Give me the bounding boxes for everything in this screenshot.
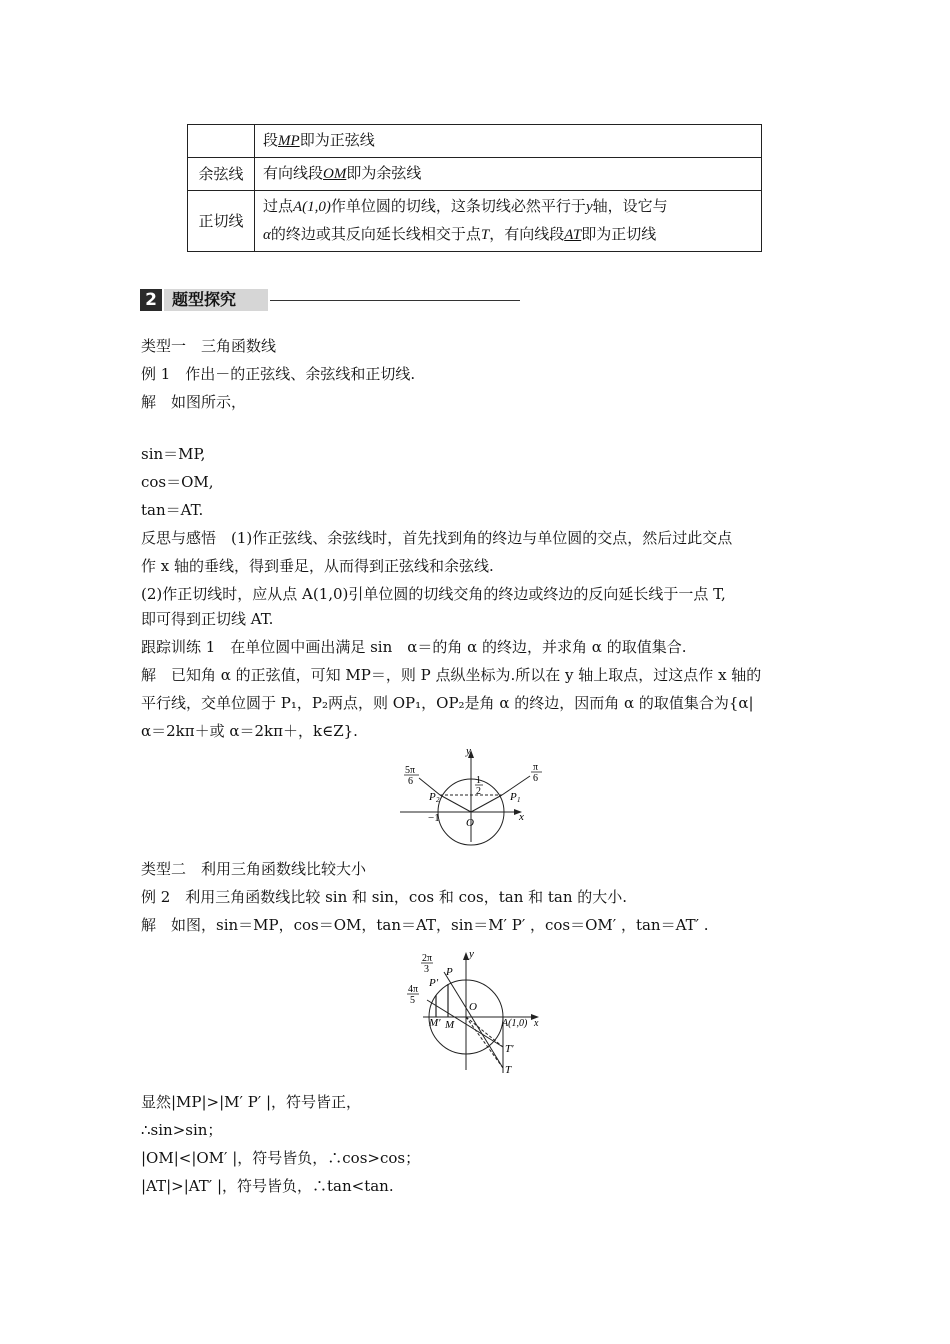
table-row: [188, 191, 762, 252]
label-origin: O: [469, 1001, 477, 1013]
cell-var: MP: [278, 133, 300, 149]
label-x: x: [534, 1018, 539, 1029]
table-label-cosine: 余弦线: [188, 158, 255, 191]
label-x: x: [519, 811, 524, 823]
solution2-line2: 平行线，交单位圆于 P₁，P₂两点，则 OP₁，OP₂是角 α 的终边，因而角 α 的取值集合为{α|: [141, 694, 754, 712]
therefore-cos: |OM|<|OM′ |，符号皆负，∴cos>cos；: [141, 1149, 421, 1167]
therefore-sin: ∴sin>sin；: [141, 1121, 223, 1139]
label-pi6-num: π: [533, 762, 539, 773]
table-cell-empty: [188, 125, 255, 158]
tan-line: tan＝AT.: [141, 501, 204, 519]
reflection-4: 即可得到正切线 AT.: [141, 610, 274, 628]
cell-var: AT: [564, 227, 582, 243]
label-p2: P: [429, 791, 436, 803]
heading-type2: 类型二 利用三角函数线比较大小: [141, 860, 367, 878]
cell-var: α: [263, 227, 271, 243]
reflection-1: 反思与感悟 (1)作正弦线、余弦线时，首先找到角的终边与单位圆的交点，然后过此交点: [141, 529, 733, 547]
cell-var: OM: [323, 166, 347, 182]
cell-text: ，有向线段: [489, 225, 565, 243]
label-p1: P: [510, 791, 517, 803]
label-P-prime: P′: [429, 977, 439, 989]
section-title: 题型探究: [164, 289, 268, 311]
therefore-tan: |AT|>|AT′ |，符号皆负，∴tan<tan.: [141, 1177, 394, 1195]
label-2pi3-num: 2π: [422, 953, 433, 964]
cell-text: 即为余弦线: [346, 164, 422, 182]
cell-text: 过点: [263, 197, 294, 215]
table-label-tangent: 正切线: [188, 191, 255, 252]
terminal-side-p1: [471, 795, 502, 812]
unit-circle-figure-2: [405, 948, 547, 1080]
table-cell-cosine: [255, 158, 762, 191]
example1: 例 1 作出－的正弦线、余弦线和正切线.: [141, 365, 416, 383]
solution2-line3: α＝2kπ＋或 α＝2kπ＋，k∈Z}.: [141, 722, 358, 740]
cell-text: 的终边或其反向延长线相交于点: [270, 225, 481, 243]
label-5pi6-den: 6: [408, 776, 413, 787]
cell-text: 轴，设它与: [592, 197, 668, 215]
reflection-2: 作 x 轴的垂线，得到垂足，从而得到正弦线和余弦线.: [141, 557, 494, 575]
cell-text: 即为正弦线: [299, 131, 375, 149]
cell-var: A(1,0): [293, 199, 331, 215]
section-divider: [270, 300, 520, 301]
label-4pi5-den: 5: [410, 995, 415, 1006]
trig-lines-table: [187, 124, 762, 252]
label-p2-sub: 2: [436, 796, 440, 804]
label-M: M: [445, 1019, 455, 1031]
label-M-prime: M′: [429, 1017, 441, 1029]
label-y: y: [466, 746, 471, 757]
label-p1-sub: 1: [517, 796, 521, 804]
cell-text: 作单位圆的切线，这条切线必然平行于: [330, 197, 586, 215]
terminal-side-p2: [440, 795, 471, 812]
table-row: [188, 125, 762, 158]
cos-line: cos＝OM,: [141, 473, 214, 491]
sin-line: sin＝MP,: [141, 445, 206, 463]
label-A: A(1,0): [502, 1018, 528, 1029]
label-2pi3-den: 3: [424, 964, 429, 975]
reflection-3: (2)作正切线时，应从点 A(1,0)引单位圆的切线交角的终边或终边的反向延长线于一点 T,: [141, 585, 726, 603]
cell-var: y: [585, 199, 593, 215]
label-T: T: [505, 1064, 512, 1076]
label-origin: O: [466, 817, 474, 829]
cell-text: 即为正切线: [581, 225, 657, 243]
label-pi6-den: 6: [533, 773, 538, 784]
cell-var: T: [480, 227, 490, 243]
table-cell-sine: [255, 125, 762, 158]
heading-type1: 类型一 三角函数线: [141, 337, 277, 355]
label-half-num: 1: [476, 775, 481, 786]
label-neg-one: −1: [428, 812, 440, 824]
solution1: 解 如图所示，: [141, 393, 247, 411]
label-y: y: [469, 948, 474, 960]
tracking-exercise-1: 跟踪训练 1 在单位圆中画出满足 sin α＝的角 α 的终边，并求角 α 的取值集合.: [141, 638, 687, 656]
table-row: [188, 158, 762, 191]
obvious-line: 显然|MP|>|M′ P′ |，符号皆正，: [141, 1093, 362, 1111]
label-half-den: 2: [476, 786, 481, 797]
table-cell-tangent: [255, 191, 762, 252]
example2: 例 2 利用三角函数线比较 sin 和 sin，cos 和 cos，tan 和 tan 的大小.: [141, 888, 628, 906]
cell-text: 有向线段: [263, 164, 324, 182]
cell-text: 段: [263, 131, 279, 149]
solution3: 解 如图，sin＝MP，cos＝OM，tan＝AT，sin＝M′ P′ ，cos＝OM′ ，tan＝AT′ .: [141, 916, 709, 934]
section-number-badge: 2: [140, 289, 162, 311]
label-4pi5-num: 4π: [408, 984, 419, 995]
solution2-line1: 解 已知角 α 的正弦值，可知 MP＝，则 P 点纵坐标为.所以在 y 轴上取点，过这点作 x 轴的: [141, 666, 762, 684]
label-5pi6-num: 5π: [405, 765, 416, 776]
label-P: P: [446, 966, 453, 978]
label-T-prime: T′: [505, 1043, 514, 1055]
unit-circle-figure-1: [398, 746, 550, 846]
